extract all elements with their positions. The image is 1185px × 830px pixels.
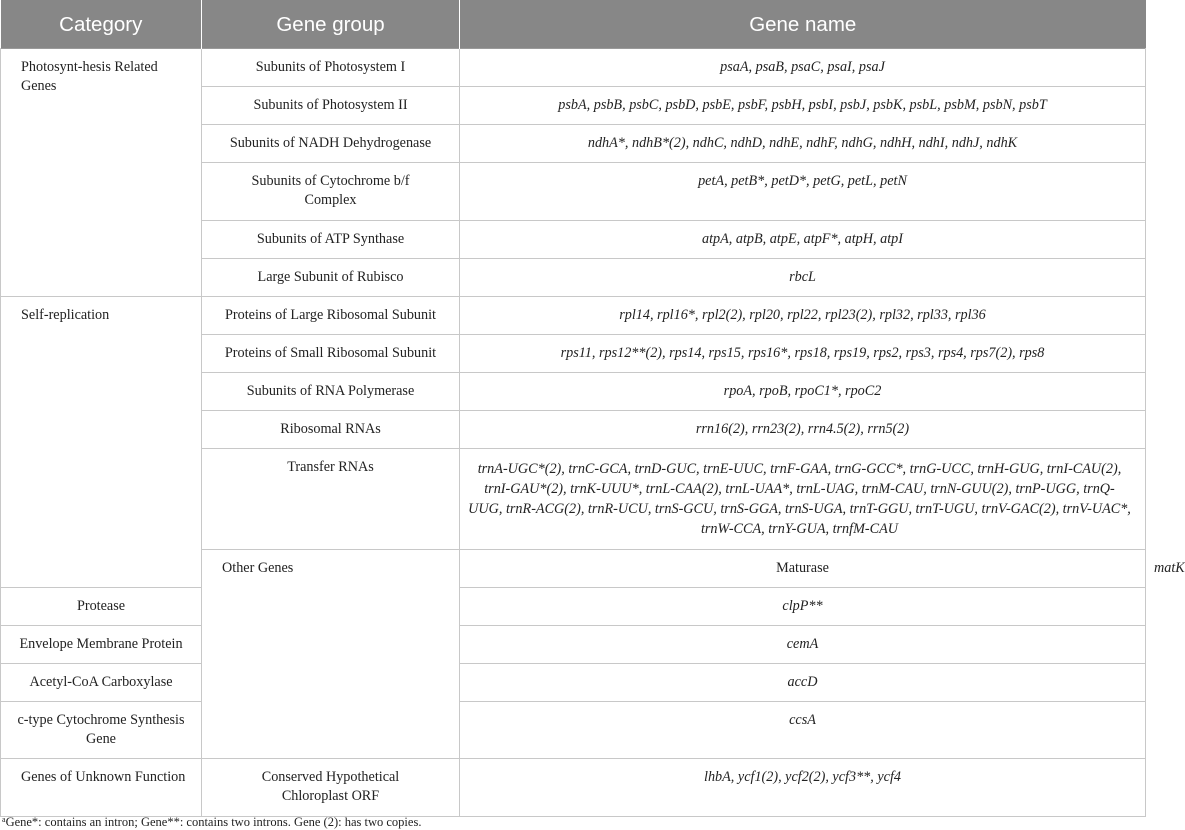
table-row <box>1 49 1146 87</box>
gene-group-cell: Large Subunit of Rubisco <box>202 259 460 297</box>
gene-name-cell: rps11, rps12**(2), rps14, rps15, rps16*, rps18, rps19, rps2, rps3, rps4, rps7(2), rps8 <box>460 335 1146 373</box>
gene-name-cell: rbcL <box>460 259 1146 297</box>
gene-group-cell: Subunits of ATP Synthase <box>202 221 460 259</box>
category-cell: Genes of Unknown Function <box>1 759 202 817</box>
gene-group-cell: Conserved Hypothetical Chloroplast ORF <box>202 759 460 817</box>
gene-name-cell: rrn16(2), rrn23(2), rrn4.5(2), rrn5(2) <box>460 411 1146 449</box>
category-cell: Self-replication <box>1 297 202 588</box>
gene-name-cell: trnA-UGC*(2), trnC-GCA, trnD-GUC, trnE-UUC, trnF-GAA, trnG-GCC*, trnG-UCC, trnH-GUG, trnI-CAU(2), trnI-GAU*(2), trnK-UUU*, trnL-CAA(2), trnL-UAA*, trnL-UAG, trnM-CAU, trnN-GUU(2), trnP-UGG, trnQ-UUG, trnR-ACG(2), trnR-UCU, trnS-GCU, trnS-GGA, trnS-UGA, trnT-GGU, trnT-UGU, trnV-GAC(2), trnV-UAC*, trnW-CCA, trnY-GUA, trnfM-CAU <box>460 449 1146 550</box>
table-row <box>1 702 1146 759</box>
gene-group-cell: Proteins of Large Ribosomal Subunit <box>202 297 460 335</box>
gene-group-cell: Proteins of Small Ribosomal Subunit <box>202 335 460 373</box>
gene-name-cell: atpA, atpB, atpE, atpF*, atpH, atpI <box>460 221 1146 259</box>
gene-group-cell: Envelope Membrane Protein <box>1 626 202 664</box>
gene-name-cell: ndhA*, ndhB*(2), ndhC, ndhD, ndhE, ndhF, ndhG, ndhH, ndhI, ndhJ, ndhK <box>460 125 1146 163</box>
gene-group-cell: Subunits of RNA Polymerase <box>202 373 460 411</box>
footnote-text: Gene*: contains an intron; Gene**: contains two introns. Gene (2): has two copies. <box>5 815 422 829</box>
table-body <box>1 49 1185 817</box>
gene-group-cell: Subunits of Photosystem I <box>202 49 460 87</box>
gene-name-cell: accD <box>460 664 1146 702</box>
category-cell: Photosynt-hesis Related Genes <box>1 49 202 297</box>
gene-group-cell: Protease <box>1 588 202 626</box>
header-category: Category <box>1 0 202 49</box>
gene-name-cell: rpoA, rpoB, rpoC1*, rpoC2 <box>460 373 1146 411</box>
gene-name-cell: lhbA, ycf1(2), ycf2(2), ycf3**, ycf4 <box>460 759 1146 817</box>
header-gene-group: Gene group <box>202 0 460 49</box>
gene-name-cell: petA, petB*, petD*, petG, petL, petN <box>460 163 1146 221</box>
table-row: Other Genes Maturase matK <box>1 550 1146 588</box>
gene-group-cell: Subunits of NADH Dehydrogenase <box>202 125 460 163</box>
table-row <box>1 297 1146 335</box>
gene-name-cell: psbA, psbB, psbC, psbD, psbE, psbF, psbH, psbI, psbJ, psbK, psbL, psbM, psbN, psbT <box>460 87 1146 125</box>
gene-group-cell: c-type Cytochrome Synthesis Gene <box>1 702 202 759</box>
table-row <box>1 626 1146 664</box>
gene-group-cell: Ribosomal RNAs <box>202 411 460 449</box>
gene-name-cell: ccsA <box>460 702 1146 759</box>
footnote-marker: a <box>2 815 6 824</box>
category-cell: Other Genes <box>202 550 460 759</box>
gene-name-cell: cemA <box>460 626 1146 664</box>
table-row <box>1 588 1146 626</box>
gene-name-cell: clpP** <box>460 588 1146 626</box>
header-gene-name: Gene name <box>460 0 1146 49</box>
gene-group-cell: Acetyl-CoA Carboxylase <box>1 664 202 702</box>
table-footnote <box>2 812 421 830</box>
table-header <box>1 0 1146 49</box>
gene-group-cell: Subunits of Photosystem II <box>202 87 460 125</box>
gene-group-cell: Transfer RNAs <box>202 449 460 550</box>
gene-group-cell: Maturase <box>460 550 1146 588</box>
gene-name-cell: rpl14, rpl16*, rpl2(2), rpl20, rpl22, rpl23(2), rpl32, rpl33, rpl36 <box>460 297 1146 335</box>
table-row <box>1 664 1146 702</box>
gene-name-cell: psaA, psaB, psaC, psaI, psaJ <box>460 49 1146 87</box>
gene-group-cell: Subunits of Cytochrome b/f Complex <box>202 163 460 221</box>
table-row <box>1 759 1146 817</box>
